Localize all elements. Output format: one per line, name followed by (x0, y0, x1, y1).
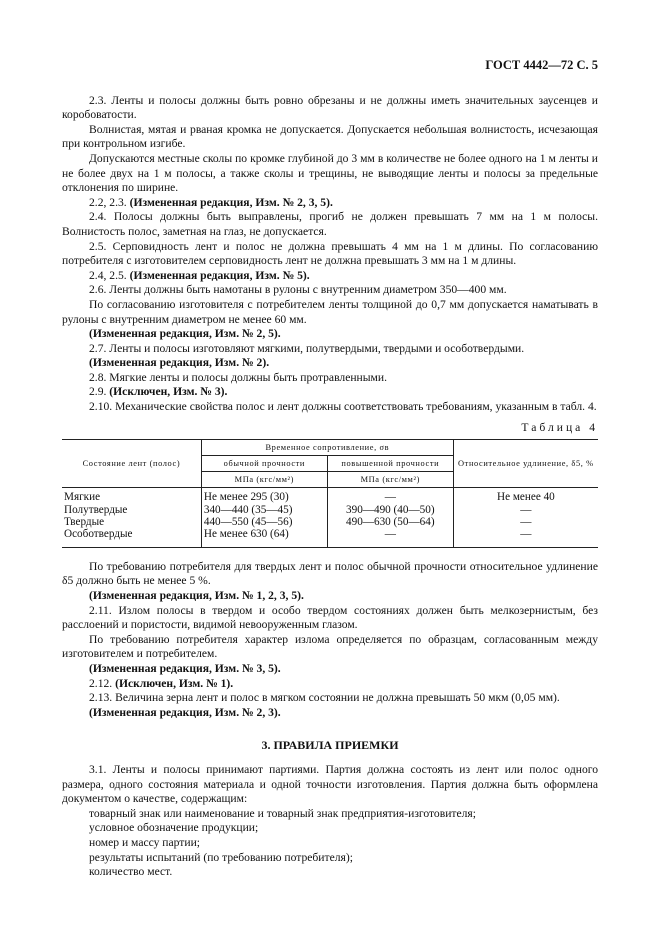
table-4-wrapper (62, 439, 598, 548)
cell-high: 490—630 (50—64) (327, 516, 453, 528)
list-item: условное обозначение продукции; (89, 821, 259, 835)
elong-label: Относительное удлинение, δ5, % (458, 459, 594, 469)
paragraph (62, 356, 598, 371)
paragraph-text: 2.6. Ленты должны быть намотаны в рулоны с внутренним диаметром 350—400 мм. (89, 283, 507, 297)
section-3-intro: 3.1. Ленты и полосы принимают партиями. Партия должна состоять из лент или полос одного размера, одного состояния материала и одной точности изготовления. Партия должна быть оформлена документом о качестве, содержащим: (62, 763, 598, 806)
col-state-header: Состояние лент (полос) (62, 440, 201, 488)
table-row (62, 528, 598, 547)
cell-normal: Не менее 295 (30) (201, 488, 327, 504)
list-item: количество мест. (89, 865, 173, 879)
paragraphs-a (62, 94, 598, 415)
paragraph-text: 2.8. Мягкие ленты и полосы должны быть протравленными. (89, 370, 387, 384)
paragraph (62, 371, 598, 386)
paragraph-text: По требованию потребителя характер излома определяется по образцам, согласованным между изготовителем и потребителем. (62, 632, 598, 661)
col-elong-header (453, 440, 598, 488)
cell-state: Особотвердые (62, 528, 201, 547)
paragraph (62, 196, 598, 211)
amendment-note: (Измененная редакция, Изм. № 1, 2, 3, 5). (89, 589, 304, 603)
page-header: ГОСТ 4442—72 С. 5 (485, 58, 598, 72)
unit-normal: МПа (кгс/мм²) (201, 472, 327, 488)
paragraph-text: 2.7. Ленты и полосы изготовляют мягкими, полутвердыми, твердыми и особотвердыми. (89, 341, 525, 355)
paragraph-text: 2.2, 2.3. (89, 195, 130, 209)
paragraph-text: Волнистая, мятая и рваная кромка не допускается. Допускается небольшая волнистость, исчезающая при контрольном изгибе. (62, 122, 598, 151)
cell-high: — (327, 528, 453, 547)
amendment-note: (Измененная редакция, Изм. № 5). (129, 268, 310, 282)
paragraph (62, 691, 598, 706)
col-normal-header: обычной прочности (201, 456, 327, 472)
cell-state: Твердые (64, 516, 105, 529)
paragraph (62, 400, 598, 415)
paragraphs-b (62, 560, 598, 721)
paragraph-text: 2.10. Механические свойства полос и лент должны соответствовать требованиям, указанным в табл. 4. (89, 400, 597, 414)
paragraph-text: 2.9. (89, 385, 110, 399)
table-row (62, 504, 598, 516)
paragraph (62, 152, 598, 196)
paragraph (62, 283, 598, 298)
paragraph (62, 342, 598, 357)
cell-normal: 340—440 (35—45) (201, 504, 327, 516)
table-4 (62, 439, 598, 548)
amendment-note: (Измененная редакция, Изм. № 3, 5). (89, 662, 281, 676)
amendment-note: (Исключен, Изм. № 1). (115, 676, 234, 690)
table-body (62, 488, 598, 548)
paragraph (62, 604, 598, 633)
col-high-header: повышенной прочности (327, 456, 453, 472)
paragraph-text: По согласованию изготовителя с потребителем ленты толщиной до 0,7 мм допускается наматывать в рулоны с внутренним диаметром не менее 60 мм. (62, 297, 598, 326)
table-caption: Таблица 4 (521, 420, 598, 434)
cell-elong: — (453, 528, 598, 547)
amendment-note: (Измененная редакция, Изм. № 2, 3). (89, 705, 281, 719)
paragraph (62, 677, 598, 692)
cell-elong: — (453, 504, 598, 516)
cell-elong: — (453, 516, 598, 528)
paragraph (62, 327, 598, 342)
paragraph (62, 560, 598, 589)
cell-normal: 440—550 (45—56) (201, 516, 327, 528)
paragraph (62, 662, 598, 677)
paragraph-text: 2.12. (89, 676, 116, 690)
amendment-note: (Измененная редакция, Изм. № 2). (89, 356, 270, 370)
list-item: номер и массу партии; (89, 835, 200, 849)
paragraph (62, 210, 598, 239)
cell-normal: Не менее 630 (64) (201, 528, 327, 547)
section-3-title: 3. ПРАВИЛА ПРИЕМКИ (261, 738, 399, 753)
paragraph-text: 2.5. Серповидность лент и полос не должна превышать 4 мм на 1 м длины. По согласованию потребителя с изготовителем серповидность лент не должна превышать 3 мм на 1 м длины. (62, 239, 598, 268)
section-3-list (62, 807, 598, 880)
cell-high: 390—490 (40—50) (327, 504, 453, 516)
cell-elong: Не менее 40 (453, 488, 598, 504)
paragraph (62, 94, 598, 123)
paragraph (62, 240, 598, 269)
paragraph-text: 2.3. Ленты и полосы должны быть ровно обрезаны и не должны иметь значительных заусенцев и коробоватости. (62, 93, 598, 122)
paragraph-text: Допускаются местные сколы по кромке глубиной до 3 мм в количестве не более одного на 1 м ленты и не более двух на 1 м полосы, а также сколы и трещины, не выводящие ленты и полосы за предельные отклонения по ширине. (62, 151, 598, 195)
paragraph (62, 123, 598, 152)
amendment-note: (Измененная редакция, Изм. № 2, 5). (89, 327, 281, 341)
amendment-note: (Исключен, Изм. № 3). (109, 385, 228, 399)
table-row (62, 516, 598, 528)
paragraph-text: 2.4. Полосы должны быть выправлены, прогиб не должен превышать 7 мм на 1 м полосы. Волнистость полос, заметная на глаз, не допускается. (62, 210, 598, 238)
paragraph (62, 298, 598, 327)
cell-state: Мягкие (64, 491, 101, 504)
paragraph (62, 589, 598, 604)
paragraph-text: 2.13. Величина зерна лент и полос в мягком состоянии не должна превышать 50 мкм (0,05 мм). (89, 691, 560, 705)
list-item: результаты испытаний (по требованию потребителя); (89, 850, 353, 864)
paragraph-text: 2.11. Излом полосы в твердом и особо твердом состояниях должен быть мелкозернистым, без расслоений и пористости, видимой невооруженным глазом. (62, 603, 598, 632)
paragraph-text: По требованию потребителя для твердых лент и полос обычной прочности относительное удлинение δ5 должно быть не менее 5 %. (62, 559, 598, 588)
amendment-note: (Измененная редакция, Изм. № 2, 3, 5). (129, 195, 333, 209)
paragraph (62, 706, 598, 721)
cell-state: Полутвердые (64, 503, 128, 516)
paragraph-text: 2.4, 2.5. (89, 268, 130, 282)
document-page (62, 58, 598, 880)
col-strength-header (201, 440, 453, 456)
unit-high: МПа (кгс/мм²) (327, 472, 453, 488)
table-row (62, 488, 598, 504)
cell-high: — (327, 488, 453, 504)
strength-label: Временное сопротивление, σв (265, 443, 390, 453)
list-item: товарный знак или наименование и товарный знак предприятия-изготовителя; (89, 806, 476, 820)
paragraph (62, 633, 598, 662)
paragraph (62, 269, 598, 284)
paragraph (62, 385, 598, 400)
